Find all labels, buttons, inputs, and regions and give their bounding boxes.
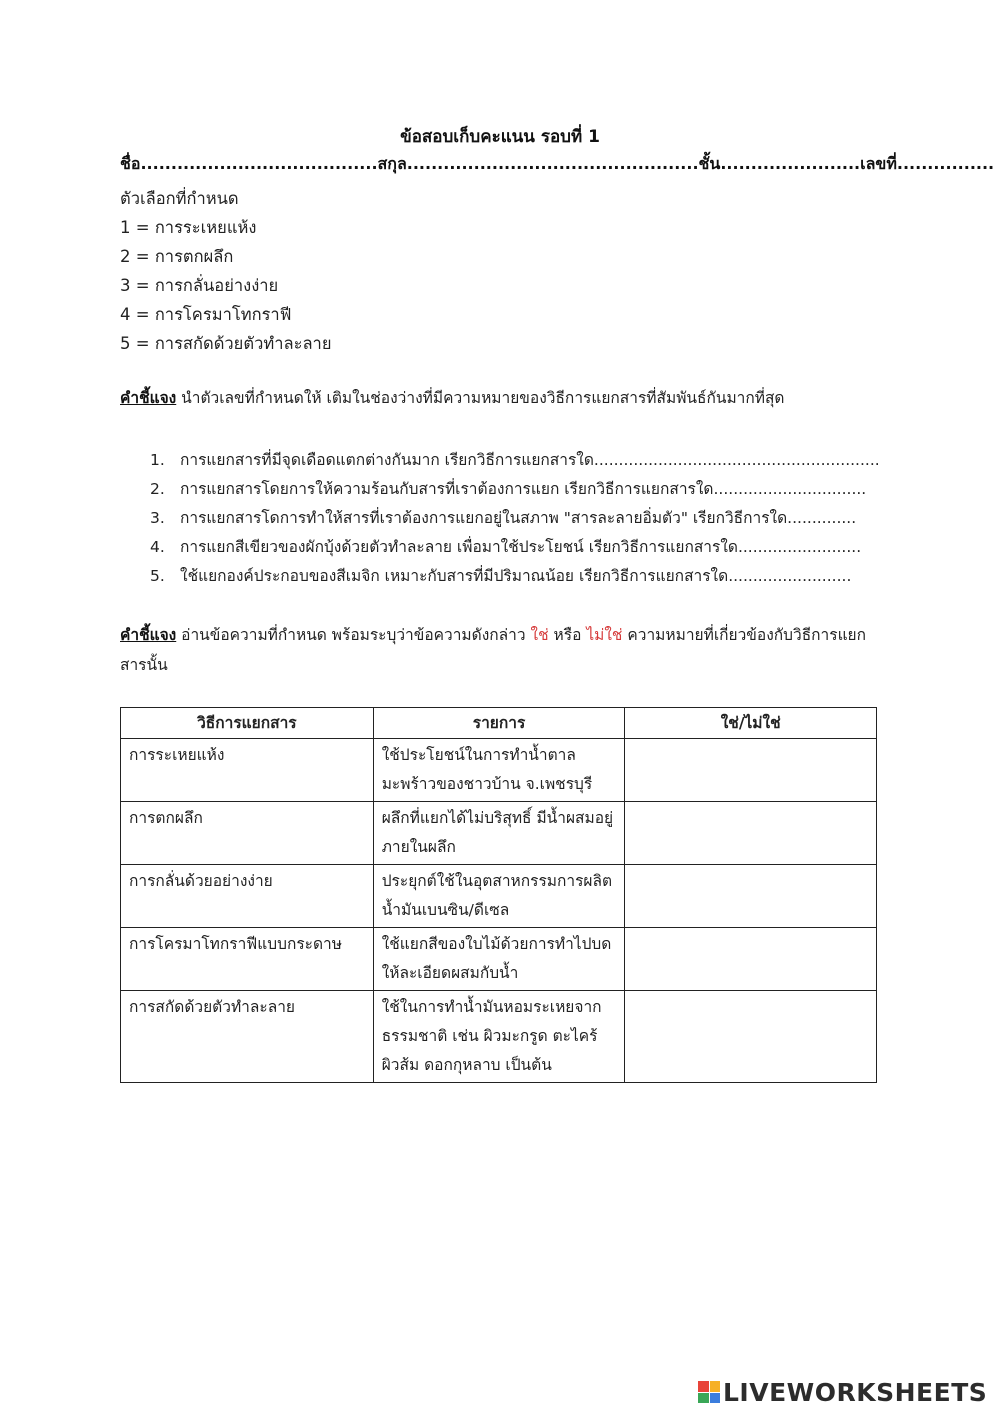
table-row xyxy=(121,991,877,1083)
method-cell: การตกผลึก xyxy=(121,802,374,865)
number-field[interactable]: เลขที่................ xyxy=(860,154,995,173)
question-item xyxy=(150,504,890,533)
instruction-text-end: ความหมายที่เกี่ยวข้องกับวิธีการแยกสารนั้น xyxy=(120,626,867,674)
instruction-label: คำชี้แจง xyxy=(120,626,177,644)
question-text[interactable]: การแยกสารโดการทำให้สารที่เราต้องการแยกอยู่ในสภาพ "สารละลายอิ่มตัว" เรียกวิธีการใด.............. xyxy=(180,509,857,527)
class-field[interactable]: ชั้น....................... xyxy=(698,154,861,173)
header-item: รายการ xyxy=(373,708,625,739)
table-row xyxy=(121,865,877,928)
question-item xyxy=(150,533,890,562)
logo-square-green xyxy=(698,1393,709,1404)
yes-keyword: ใช่ xyxy=(530,626,549,644)
item-cell: ใช้ประโยชน์ในการทำน้ำตาลมะพร้าวของชาวบ้าน จ.เพชรบุรี xyxy=(373,739,625,802)
item-cell: ใช้แยกสีของใบไม้ด้วยการทำไปบดให้ละเอียดผสมกับน้ำ xyxy=(373,928,625,991)
option-item: 5 = การสกัดด้วยตัวทำละลาย xyxy=(120,334,332,353)
logo-text: LIVEWORKSHEETS xyxy=(723,1377,988,1407)
answer-cell[interactable] xyxy=(625,865,877,928)
option-item: 2 = การตกผลึก xyxy=(120,247,234,266)
page-title: ข้อสอบเก็บคะแนน รอบที่ 1 xyxy=(400,127,600,147)
question-number: 1. xyxy=(150,451,165,469)
instruction-text: อ่านข้อความที่กำหนด พร้อมระบุว่าข้อความดังกล่าว xyxy=(181,626,526,644)
option-item: 3 = การกลั่นอย่างง่าย xyxy=(120,276,279,295)
question-number: 3. xyxy=(150,509,165,527)
question-item xyxy=(150,475,890,504)
answer-cell[interactable] xyxy=(625,928,877,991)
instruction-2 xyxy=(120,620,880,680)
question-number: 4. xyxy=(150,538,165,556)
answer-cell[interactable] xyxy=(625,802,877,865)
item-cell: ผลึกที่แยกได้ไม่บริสุทธิ์ มีน้ำผสมอยู่ภายในผลึก xyxy=(373,802,625,865)
student-info-line xyxy=(120,152,995,177)
question-text[interactable]: ใช้แยกองค์ประกอบของสีเมจิก เหมาะกับสารที่มีปริมาณน้อย เรียกวิธีการแยกสารใด......................... xyxy=(180,567,852,585)
logo-square-red xyxy=(698,1381,709,1392)
header-answer: ใช่/ไม่ใช่ xyxy=(625,708,877,739)
liveworksheets-logo-icon xyxy=(698,1381,720,1403)
instruction-label: คำชี้แจง xyxy=(120,389,177,407)
logo-square-yellow xyxy=(710,1381,721,1392)
answer-cell[interactable] xyxy=(625,991,877,1083)
item-cell: ใช้ในการทำน้ำมันหอมระเหยจากธรรมชาติ เช่น ผิวมะกรูด ตะไคร้ ผิวส้ม ดอกกุหลาบ เป็นต้น xyxy=(373,991,625,1083)
table-header-row xyxy=(121,708,877,739)
table-row xyxy=(121,802,877,865)
options-heading: ตัวเลือกที่กำหนด xyxy=(120,189,239,208)
item-cell: ประยุกต์ใช้ในอุตสาหกรรมการผลิตน้ำมันเบนซิน/ดีเซล xyxy=(373,865,625,928)
answer-cell[interactable] xyxy=(625,739,877,802)
option-item: 1 = การระเหยแห้ง xyxy=(120,218,257,237)
question-list xyxy=(150,446,890,591)
option-item: 4 = การโครมาโทกราฟี xyxy=(120,305,292,324)
question-text[interactable]: การแยกสารโดยการให้ความร้อนกับสารที่เราต้องการแยก เรียกวิธีการแยกสารใด............................... xyxy=(180,480,867,498)
method-cell: การโครมาโทกราฟีแบบกระดาษ xyxy=(121,928,374,991)
method-cell: การระเหยแห้ง xyxy=(121,739,374,802)
question-number: 2. xyxy=(150,480,165,498)
method-cell: การกลั่นด้วยอย่างง่าย xyxy=(121,865,374,928)
instruction-text: นำตัวเลขที่กำหนดให้ เติมในช่องว่างที่มีความหมายของวิธีการแยกสารที่สัมพันธ์กันมากที่สุด xyxy=(181,389,785,407)
surname-field[interactable]: สกุล................................................ xyxy=(377,154,699,173)
options-list xyxy=(120,184,332,358)
question-number: 5. xyxy=(150,567,165,585)
table-row xyxy=(121,928,877,991)
instruction-1 xyxy=(120,383,880,413)
question-item xyxy=(150,446,890,475)
question-text[interactable]: การแยกสีเขียวของผักบุ้งด้วยตัวทำละลาย เพื่อมาใช้ประโยชน์ เรียกวิธีการแยกสารใด......................... xyxy=(180,538,862,556)
question-item xyxy=(150,562,890,591)
header-method: วิธีการแยกสาร xyxy=(121,708,374,739)
question-text[interactable]: การแยกสารที่มีจุดเดือดแตกต่างกันมาก เรียกวิธีการแยกสารใด.......................................................... xyxy=(180,451,880,469)
liveworksheets-logo xyxy=(698,1377,998,1407)
method-cell: การสกัดด้วยตัวทำละลาย xyxy=(121,991,374,1083)
no-keyword: ไม่ใช่ xyxy=(586,626,623,644)
logo-square-blue xyxy=(710,1393,721,1404)
methods-table xyxy=(120,707,877,1083)
or-word: หรือ xyxy=(553,626,582,644)
name-field[interactable]: ชื่อ....................................... xyxy=(120,154,378,173)
table-row xyxy=(121,739,877,802)
